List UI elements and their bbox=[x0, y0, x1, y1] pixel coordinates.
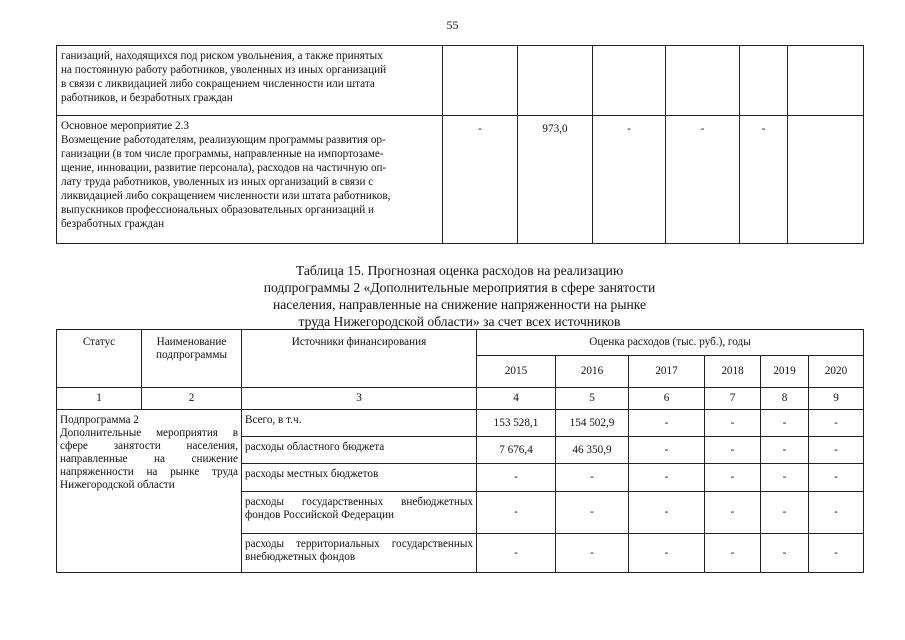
header-year: 2020 bbox=[809, 356, 864, 388]
value-cell: - bbox=[556, 464, 629, 492]
header-year: 2017 bbox=[629, 356, 705, 388]
table-row bbox=[57, 116, 864, 244]
value-cell bbox=[518, 46, 593, 116]
value-cell: 46 350,9 bbox=[556, 437, 629, 464]
source-label: расходы территориальных государственных внебюджетных фондов bbox=[242, 534, 477, 573]
header-year: 2018 bbox=[705, 356, 761, 388]
value-cell: - bbox=[809, 492, 864, 534]
value-cell: - bbox=[705, 534, 761, 573]
column-number-row bbox=[57, 388, 864, 410]
page-number: 55 bbox=[446, 18, 459, 32]
value-cell bbox=[788, 46, 864, 116]
value-cell: - bbox=[629, 464, 705, 492]
column-number: 7 bbox=[705, 388, 761, 410]
value-cell: - bbox=[705, 464, 761, 492]
value-cell: - bbox=[477, 534, 556, 573]
continuation-table bbox=[56, 45, 864, 244]
value-cell: 973,0 bbox=[518, 116, 593, 244]
header-year: 2015 bbox=[477, 356, 556, 388]
value-cell: - bbox=[761, 492, 809, 534]
value-cell bbox=[740, 46, 788, 116]
source-label: Всего, в т.ч. bbox=[242, 410, 477, 437]
source-label: расходы местных бюджетов bbox=[242, 464, 477, 492]
column-number: 5 bbox=[556, 388, 629, 410]
value-cell: - bbox=[761, 410, 809, 437]
value-cell: - bbox=[477, 492, 556, 534]
value-cell: - bbox=[809, 437, 864, 464]
source-label: расходы областного бюджета bbox=[242, 437, 477, 464]
value-cell: - bbox=[705, 437, 761, 464]
header-status: Статус bbox=[57, 330, 142, 388]
expense-table bbox=[56, 329, 864, 573]
column-number: 2 bbox=[142, 388, 242, 410]
value-cell bbox=[443, 46, 518, 116]
value-cell: - bbox=[666, 116, 740, 244]
value-cell bbox=[593, 46, 666, 116]
value-cell: 153 528,1 bbox=[477, 410, 556, 437]
header-row bbox=[57, 330, 864, 356]
column-number: 6 bbox=[629, 388, 705, 410]
value-cell: - bbox=[809, 534, 864, 573]
header-year: 2019 bbox=[761, 356, 809, 388]
value-cell: - bbox=[761, 534, 809, 573]
value-cell: - bbox=[809, 464, 864, 492]
value-cell: - bbox=[705, 410, 761, 437]
value-cell: - bbox=[761, 437, 809, 464]
row-description: ганизаций, находящихся под риском увольнения, а также принятых на постоянную работу работников, уволенных из иных организаций в связи с ликвидацией либо сокращением численности или штата работников, и безработных граждан bbox=[57, 46, 443, 116]
header-sources: Источники финансирования bbox=[242, 330, 477, 388]
value-cell: - bbox=[629, 492, 705, 534]
header-estimate: Оценка расходов (тыс. руб.), годы bbox=[477, 330, 864, 356]
row-description: Основное мероприятие 2.3 Возмещение работодателям, реализующим программы развития ор- ганизации (в том числе программы, направленные на импортозаме- щение, инновации, развитие персонала), расходов на частичную оп- лату труда работников, уволенных из иных организаций в связи с ликвидацией либо сокращением численности или штата работников, выпускников профессиональных образовательных организаций и безработных граждан bbox=[57, 116, 443, 244]
value-cell: - bbox=[629, 534, 705, 573]
header-year: 2016 bbox=[556, 356, 629, 388]
value-cell: - bbox=[761, 464, 809, 492]
value-cell: - bbox=[556, 534, 629, 573]
value-cell: 7 676,4 bbox=[477, 437, 556, 464]
column-number: 4 bbox=[477, 388, 556, 410]
subprogram-cell bbox=[57, 410, 242, 573]
value-cell: - bbox=[705, 492, 761, 534]
value-cell: - bbox=[809, 410, 864, 437]
column-number: 9 bbox=[809, 388, 864, 410]
source-label: расходы государственных внебюджетных фондов Российской Федерации bbox=[242, 492, 477, 534]
column-number: 1 bbox=[57, 388, 142, 410]
subprogram-description: Дополнительные мероприятия в сфере занятости населения, направленные на снижение напряженности на рынке труда Нижегородской области bbox=[60, 427, 238, 491]
value-cell: - bbox=[629, 410, 705, 437]
value-cell: - bbox=[443, 116, 518, 244]
value-cell bbox=[788, 116, 864, 244]
table-row bbox=[57, 46, 864, 116]
table-row bbox=[57, 410, 864, 437]
value-cell: 154 502,9 bbox=[556, 410, 629, 437]
subprogram-title: Подпрограмма 2 bbox=[60, 414, 139, 426]
value-cell bbox=[666, 46, 740, 116]
header-subprogram-name: Наименование подпрограммы bbox=[142, 330, 242, 388]
value-cell: - bbox=[593, 116, 666, 244]
value-cell: - bbox=[556, 492, 629, 534]
value-cell: - bbox=[629, 437, 705, 464]
column-number: 3 bbox=[242, 388, 477, 410]
table-caption: Таблица 15. Прогнозная оценка расходов на реализацию подпрограммы 2 «Дополнительные мероприятия в сфере занятости населения, направленные на снижение напряженности на рынке труда Нижегородской области» за счет всех источников bbox=[263, 263, 656, 329]
value-cell: - bbox=[740, 116, 788, 244]
value-cell: - bbox=[477, 464, 556, 492]
column-number: 8 bbox=[761, 388, 809, 410]
